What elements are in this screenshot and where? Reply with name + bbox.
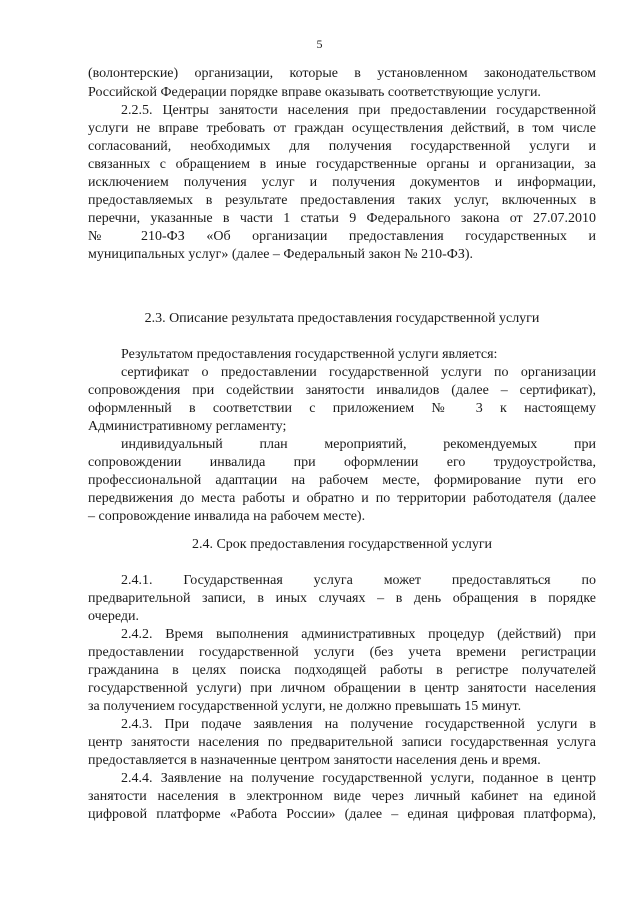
text-line: исключением получения услуг и получения документов и информации,	[88, 175, 596, 190]
text-line: 2.4.4. Заявление на получение государственной услуги, поданное в центр	[121, 771, 596, 786]
text-line: Российской Федерации порядке вправе оказывать соответствующие услуги.	[88, 85, 541, 100]
text-line: центр занятости населения по предварительной записи государственная услуга	[88, 735, 596, 750]
text-line: – сопровождение инвалида на рабочем месте).	[88, 509, 366, 524]
text-line: цифровой платформе «Работа России» (далее – единая цифровая платформа),	[88, 807, 596, 822]
text-line: 2.4.3. При подаче заявления на получение государственной услуги в	[121, 717, 596, 732]
text-line: гражданина в целях поиска подходящей работы в регистре получателей	[88, 663, 596, 678]
text-line: муниципальных услуг» (далее – Федеральный закон № 210-ФЗ).	[88, 247, 474, 262]
text-line: № 210-ФЗ «Об организации предоставления государственных и	[88, 229, 596, 244]
text-line: Результатом предоставления государственной услуги является:	[121, 347, 498, 362]
text-line: индивидуальный план мероприятий, рекомендуемых при	[121, 437, 596, 452]
text-line: согласований, необходимых для получения государственной услуги и	[88, 139, 596, 154]
text-line: услуги не вправе требовать от граждан осуществления действий, в том числе	[88, 121, 596, 136]
text-line: сертификат о предоставлении государственной услуги по организации	[121, 365, 596, 380]
text-line: предварительной записи, в иных случаях – в день обращения в порядке	[88, 591, 596, 606]
text-line: предоставляемых в результате предоставления таких услуг, включенных в	[88, 193, 596, 208]
section-heading: 2.4. Срок предоставления государственной услуги	[191, 537, 493, 552]
text-line: сопровождения при содействии занятости инвалидов (далее – сертификат),	[88, 383, 596, 398]
section-heading: 2.3. Описание результата предоставления государственной услуги	[144, 311, 540, 326]
text-line: 2.2.5. Центры занятости населения при предоставлении государственной	[121, 103, 596, 118]
text-line: профессиональной адаптации на рабочем месте, формирование пути его	[88, 473, 596, 488]
text-line: связанных с обращением в иные государственные органы и организации, за	[88, 157, 596, 172]
text-line: (волонтерские) организации, которые в установленном законодательством	[88, 66, 596, 81]
text-line: предоставляется в назначенные центром занятости населения день и время.	[88, 753, 541, 768]
text-line: за получением государственной услуги, не должно превышать 15 минут.	[88, 699, 522, 714]
text-line: 2.4.1. Государственная услуга может предоставляться по	[121, 573, 596, 588]
text-line: предоставлении государственной услуги (без учета времени регистрации	[88, 645, 596, 660]
text-line: 2.4.2. Время выполнения административных процедур (действий) при	[121, 627, 596, 642]
page-number: 5	[316, 37, 323, 51]
text-line: государственной услуги) при личном обращении в центр занятости населения	[88, 681, 596, 696]
text-line: оформленный в соответствии с приложением № 3 к настоящему	[88, 401, 596, 416]
text-line: Административному регламенту;	[88, 419, 287, 434]
text-line: передвижения до места работы и обратно и по территории работодателя (далее	[88, 491, 596, 506]
text-line: сопровождении инвалида при оформлении его трудоустройства,	[88, 455, 596, 470]
text-line: занятости населения в электронном виде через личный кабинет на единой	[88, 789, 596, 804]
text-line: перечни, указанные в части 1 статьи 9 Федерального закона от 27.07.2010	[88, 211, 596, 226]
text-line: очереди.	[88, 609, 140, 624]
